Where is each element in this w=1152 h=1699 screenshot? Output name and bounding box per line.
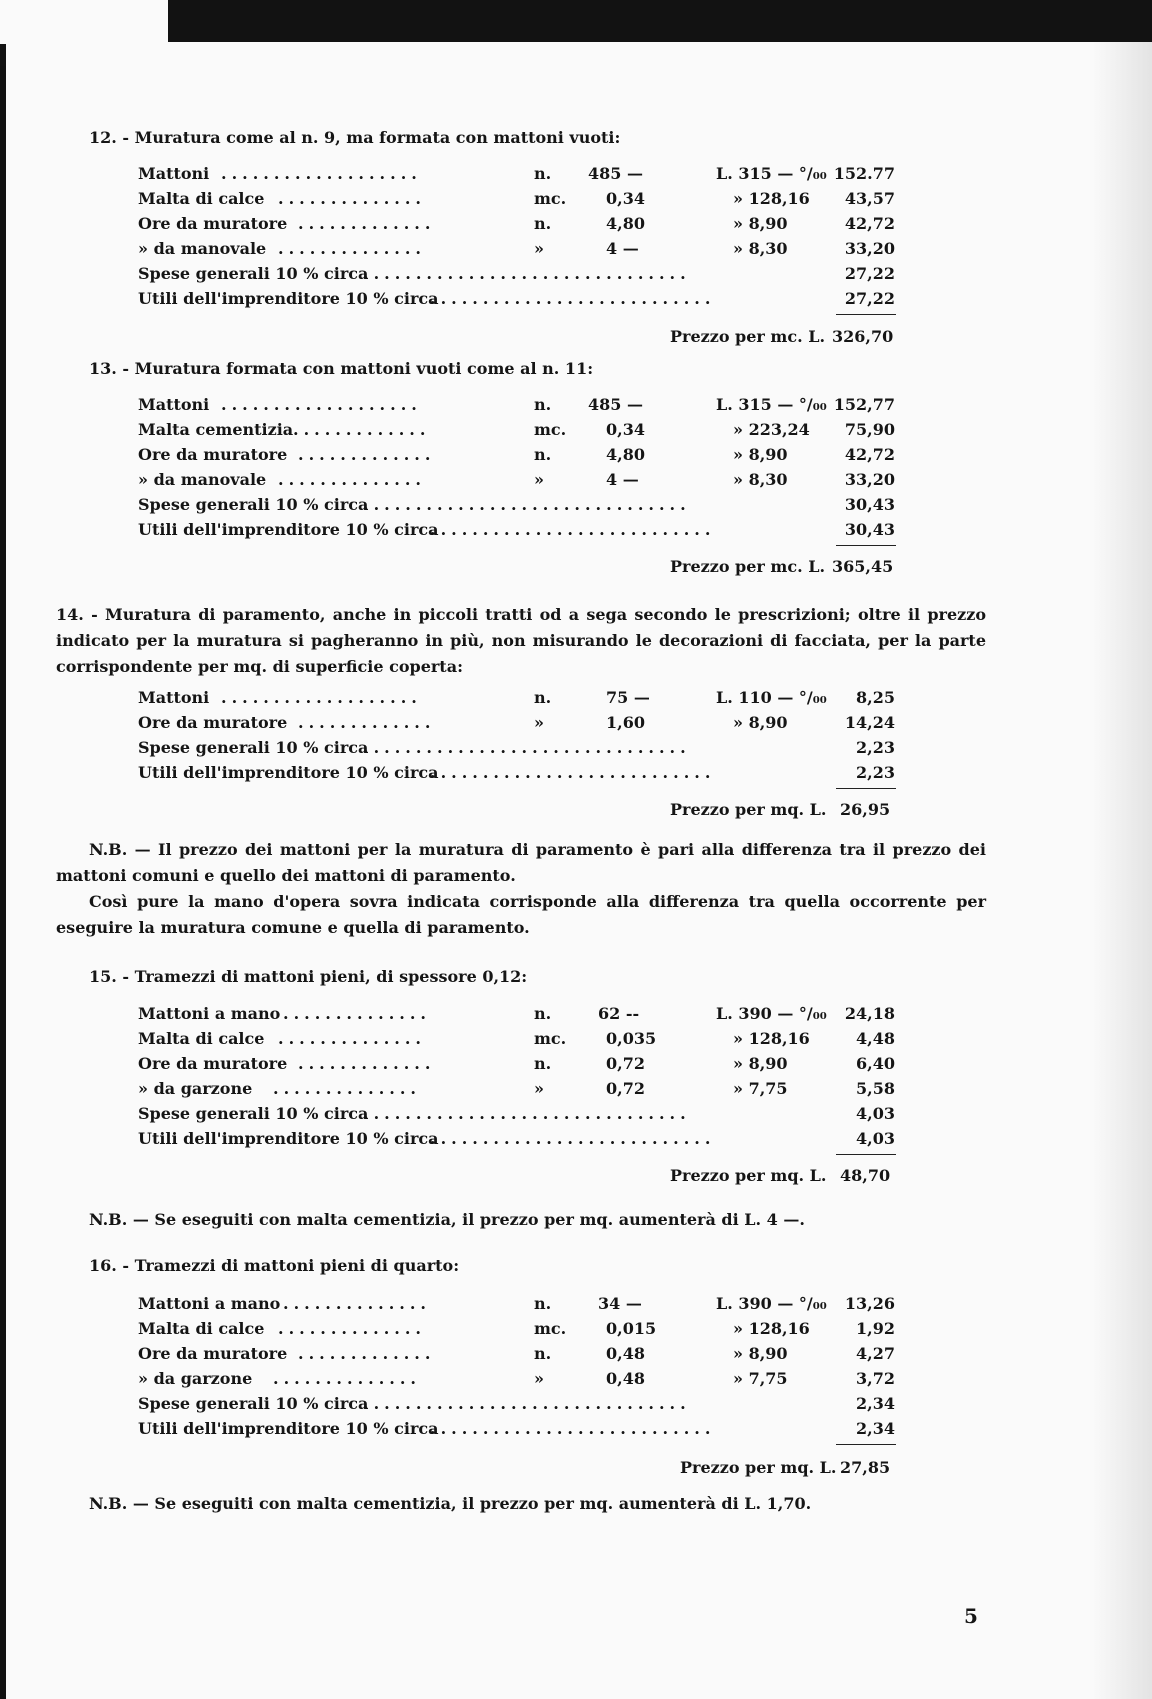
item-label: » da manovale [138,239,267,258]
item-unit: n. [534,1344,552,1363]
leader-dots: .............. [278,239,426,258]
item-label: Malta di calce [138,189,265,208]
item-amount: 30,43 [844,520,895,539]
leader-dots: ........................... [430,520,716,539]
item-label: Ore da muratore [138,1344,288,1363]
item-unit: » [534,713,544,732]
item-label: Ore da muratore [138,445,288,464]
item-qty: 0,48 [606,1344,645,1363]
item-qty: 4,80 [606,445,645,464]
sum-line [836,314,896,315]
item-price: L. 315 — °/₀₀ [716,164,827,183]
item-label: Utili dell'imprenditore 10 % circa [138,289,439,308]
scan-corner [0,0,168,44]
item-qty: 75 — [606,688,650,707]
item-label: Spese generali 10 % circa [138,264,369,283]
item-amount: 30,43 [844,495,895,514]
item-amount: 1,92 [856,1319,895,1338]
item-amount: 4,03 [856,1129,895,1148]
leader-dots: ............. [298,1054,436,1073]
item-amount: 42,72 [844,214,895,233]
table-row [138,212,895,236]
item-price: » 8,90 [733,1344,788,1363]
item-label: » da garzone [138,1079,253,1098]
item-price: » 8,90 [733,445,788,464]
table-row [138,287,895,311]
leader-dots: ................... [221,164,422,183]
table-row [138,162,895,186]
leader-dots: ............. [298,214,436,233]
table-row [138,1027,895,1051]
item-label: Ore da muratore [138,214,288,233]
item-amount: 24,18 [844,1004,895,1023]
table-row [138,736,895,760]
item-qty: 0,48 [606,1369,645,1388]
item-amount: 13,26 [844,1294,895,1313]
leader-dots: .............. [283,1294,431,1313]
item-qty: 34 — [598,1294,642,1313]
item-label: Mattoni a mano [138,1004,281,1023]
item-label: Malta di calce [138,1029,265,1048]
item-unit: n. [534,214,552,233]
leader-dots: ............................... [363,1394,691,1413]
item-amount: 2,34 [856,1394,895,1413]
section-13-title: 13. - Muratura formata con mattoni vuoti come al n. 11: [89,359,594,378]
item-unit: mc. [534,1029,567,1048]
item-label: Spese generali 10 % circa [138,738,369,757]
leader-dots: ............. [293,420,431,439]
note-14-a: N.B. — Il prezzo dei mattoni per la muratura di paramento è pari alla differenza tra il prezzo dei mattoni comuni e quello dei mattoni di paramento. [56,840,986,885]
item-price: L. 315 — °/₀₀ [716,395,827,414]
item-amount: 2,23 [856,763,895,782]
item-label: Utili dell'imprenditore 10 % circa [138,763,439,782]
item-price: » 8,90 [733,214,788,233]
table-row [138,468,895,492]
leader-dots: ........................... [430,1419,716,1438]
item-label: Spese generali 10 % circa [138,1394,369,1413]
item-amount: 27,22 [844,264,895,283]
table-row [138,1342,895,1366]
total-label: Prezzo per mq. L. [670,800,827,819]
item-amount: 42,72 [844,445,895,464]
item-price: » 128,16 [733,1029,810,1048]
table-row [138,1292,895,1316]
sum-line [836,1154,896,1155]
total-label: Prezzo per mc. L. [670,557,826,576]
table-row [138,686,895,710]
table-row [138,493,895,517]
total-label: Prezzo per mc. L. [670,327,826,346]
item-qty: 1,60 [606,713,645,732]
item-amount: 152,77 [833,395,895,414]
table-row [138,393,895,417]
item-label: Mattoni a mano [138,1294,281,1313]
note-14-b: Così pure la mano d'opera sovra indicata corrisponde alla differenza tra quella occorrente per eseguire la muratura comune e quella di paramento. [56,892,986,937]
item-label: Utili dell'imprenditore 10 % circa [138,520,439,539]
item-qty: 485 — [588,395,643,414]
table-row [138,443,895,467]
item-unit: n. [534,1004,552,1023]
leader-dots: .............. [278,1029,426,1048]
item-unit: n. [534,445,552,464]
section-12-title: 12. - Muratura come al n. 9, ma formata con mattoni vuoti: [89,128,621,147]
item-label: Spese generali 10 % circa [138,1104,369,1123]
table-row [138,1392,895,1416]
item-qty: 4 — [606,470,639,489]
leader-dots: ............. [298,445,436,464]
leader-dots: .............. [273,1079,421,1098]
table-row [138,1127,895,1151]
item-label: Utili dell'imprenditore 10 % circa [138,1419,439,1438]
item-price: » 128,16 [733,1319,810,1338]
item-label: Mattoni [138,164,210,183]
item-qty: 0,72 [606,1079,645,1098]
item-unit: n. [534,164,552,183]
table-row [138,418,895,442]
table-row [138,1417,895,1441]
item-price: » 8,90 [733,1054,788,1073]
leader-dots: ........................... [430,763,716,782]
item-unit: mc. [534,420,567,439]
item-label: Malta cementizia [138,420,294,439]
item-label: Malta di calce [138,1319,265,1338]
section-15-title: 15. - Tramezzi di mattoni pieni, di spessore 0,12: [89,967,528,986]
table-row [138,1077,895,1101]
item-label: » da garzone [138,1369,253,1388]
leader-dots: ................... [221,395,422,414]
item-amount: 27,22 [844,289,895,308]
total-amount: 27,85 [840,1458,891,1477]
item-amount: 6,40 [856,1054,895,1073]
scan-edge-shadow [1092,42,1152,1699]
item-amount: 4,48 [856,1029,895,1048]
item-qty: 62 -- [598,1004,640,1023]
item-amount: 8,25 [856,688,895,707]
note-16: N.B. — Se eseguiti con malta cementizia, il prezzo per mq. aumenterà di L. 1,70. [89,1494,812,1513]
sum-line [836,1444,896,1445]
note-15: N.B. — Se eseguiti con malta cementizia, il prezzo per mq. aumenterà di L. 4 —. [89,1210,805,1229]
item-unit: n. [534,688,552,707]
item-amount: 2,34 [856,1419,895,1438]
item-label: Utili dell'imprenditore 10 % circa [138,1129,439,1148]
item-price: L. 390 — °/₀₀ [716,1004,827,1023]
item-amount: 43,57 [844,189,895,208]
item-price: » 8,30 [733,470,788,489]
item-amount: 2,23 [856,738,895,757]
item-qty: 0,72 [606,1054,645,1073]
leader-dots: ............................... [363,264,691,283]
item-label: Mattoni [138,688,210,707]
leader-dots: .............. [283,1004,431,1023]
item-qty: 0,34 [606,189,645,208]
item-price: » 223,24 [733,420,810,439]
table-row [138,187,895,211]
table-row [138,761,895,785]
table-row [138,1367,895,1391]
total-amount: 326,70 [832,327,894,346]
item-unit: » [534,239,544,258]
table-row [138,518,895,542]
document-page [6,42,1152,1699]
item-amount: 4,27 [856,1344,895,1363]
item-unit: n. [534,1294,552,1313]
item-amount: 33,20 [844,470,895,489]
table-row [138,1102,895,1126]
table-row [138,1317,895,1341]
item-price: L. 110 — °/₀₀ [716,688,827,707]
total-amount: 365,45 [832,557,894,576]
item-unit: n. [534,395,552,414]
item-amount: 5,58 [856,1079,895,1098]
item-unit: mc. [534,1319,567,1338]
leader-dots: .............. [278,189,426,208]
item-price: L. 390 — °/₀₀ [716,1294,827,1313]
item-price: » 128,16 [733,189,810,208]
leader-dots: ............. [298,1344,436,1363]
section-14-title: 14. - Muratura di paramento, anche in piccoli tratti od a sega secondo le prescrizioni; oltre il prezzo indicato per la muratura si pagheranno in più, non misurando le decorazioni di facciata, per la parte corrispondente per mq. di superficie coperta: [56,605,986,676]
leader-dots: ........................... [430,289,716,308]
item-label: » da manovale [138,470,267,489]
item-unit: » [534,1079,544,1098]
table-row [138,711,895,735]
item-unit: n. [534,1054,552,1073]
leader-dots: ................... [221,688,422,707]
leader-dots: ............................... [363,738,691,757]
table-row [138,1052,895,1076]
leader-dots: ............................... [363,495,691,514]
item-amount: 33,20 [844,239,895,258]
total-label: Prezzo per mq. L. [670,1166,827,1185]
item-qty: 0,34 [606,420,645,439]
page-number: 5 [964,1604,978,1628]
item-price: » 7,75 [733,1079,788,1098]
table-row [138,1002,895,1026]
item-qty: 4,80 [606,214,645,233]
table-row [138,237,895,261]
leader-dots: ............................... [363,1104,691,1123]
item-label: Spese generali 10 % circa [138,495,369,514]
item-amount: 75,90 [844,420,895,439]
leader-dots: .............. [278,470,426,489]
item-amount: 152.77 [833,164,895,183]
item-label: Ore da muratore [138,713,288,732]
item-label: Mattoni [138,395,210,414]
item-unit: » [534,470,544,489]
total-amount: 26,95 [840,800,891,819]
table-row [138,262,895,286]
sum-line [836,788,896,789]
item-qty: 0,035 [606,1029,657,1048]
leader-dots: .............. [278,1319,426,1338]
item-qty: 485 — [588,164,643,183]
item-price: » 8,90 [733,713,788,732]
item-qty: 0,015 [606,1319,657,1338]
item-amount: 4,03 [856,1104,895,1123]
item-price: » 8,30 [733,239,788,258]
item-qty: 4 — [606,239,639,258]
total-amount: 48,70 [840,1166,891,1185]
item-unit: mc. [534,189,567,208]
item-label: Ore da muratore [138,1054,288,1073]
section-16-title: 16. - Tramezzi di mattoni pieni di quarto: [89,1256,460,1275]
item-amount: 14,24 [844,713,895,732]
item-price: » 7,75 [733,1369,788,1388]
leader-dots: ............. [298,713,436,732]
total-label: Prezzo per mq. L. [680,1458,837,1477]
leader-dots: .............. [273,1369,421,1388]
item-unit: » [534,1369,544,1388]
sum-line [836,545,896,546]
item-amount: 3,72 [856,1369,895,1388]
leader-dots: ........................... [430,1129,716,1148]
